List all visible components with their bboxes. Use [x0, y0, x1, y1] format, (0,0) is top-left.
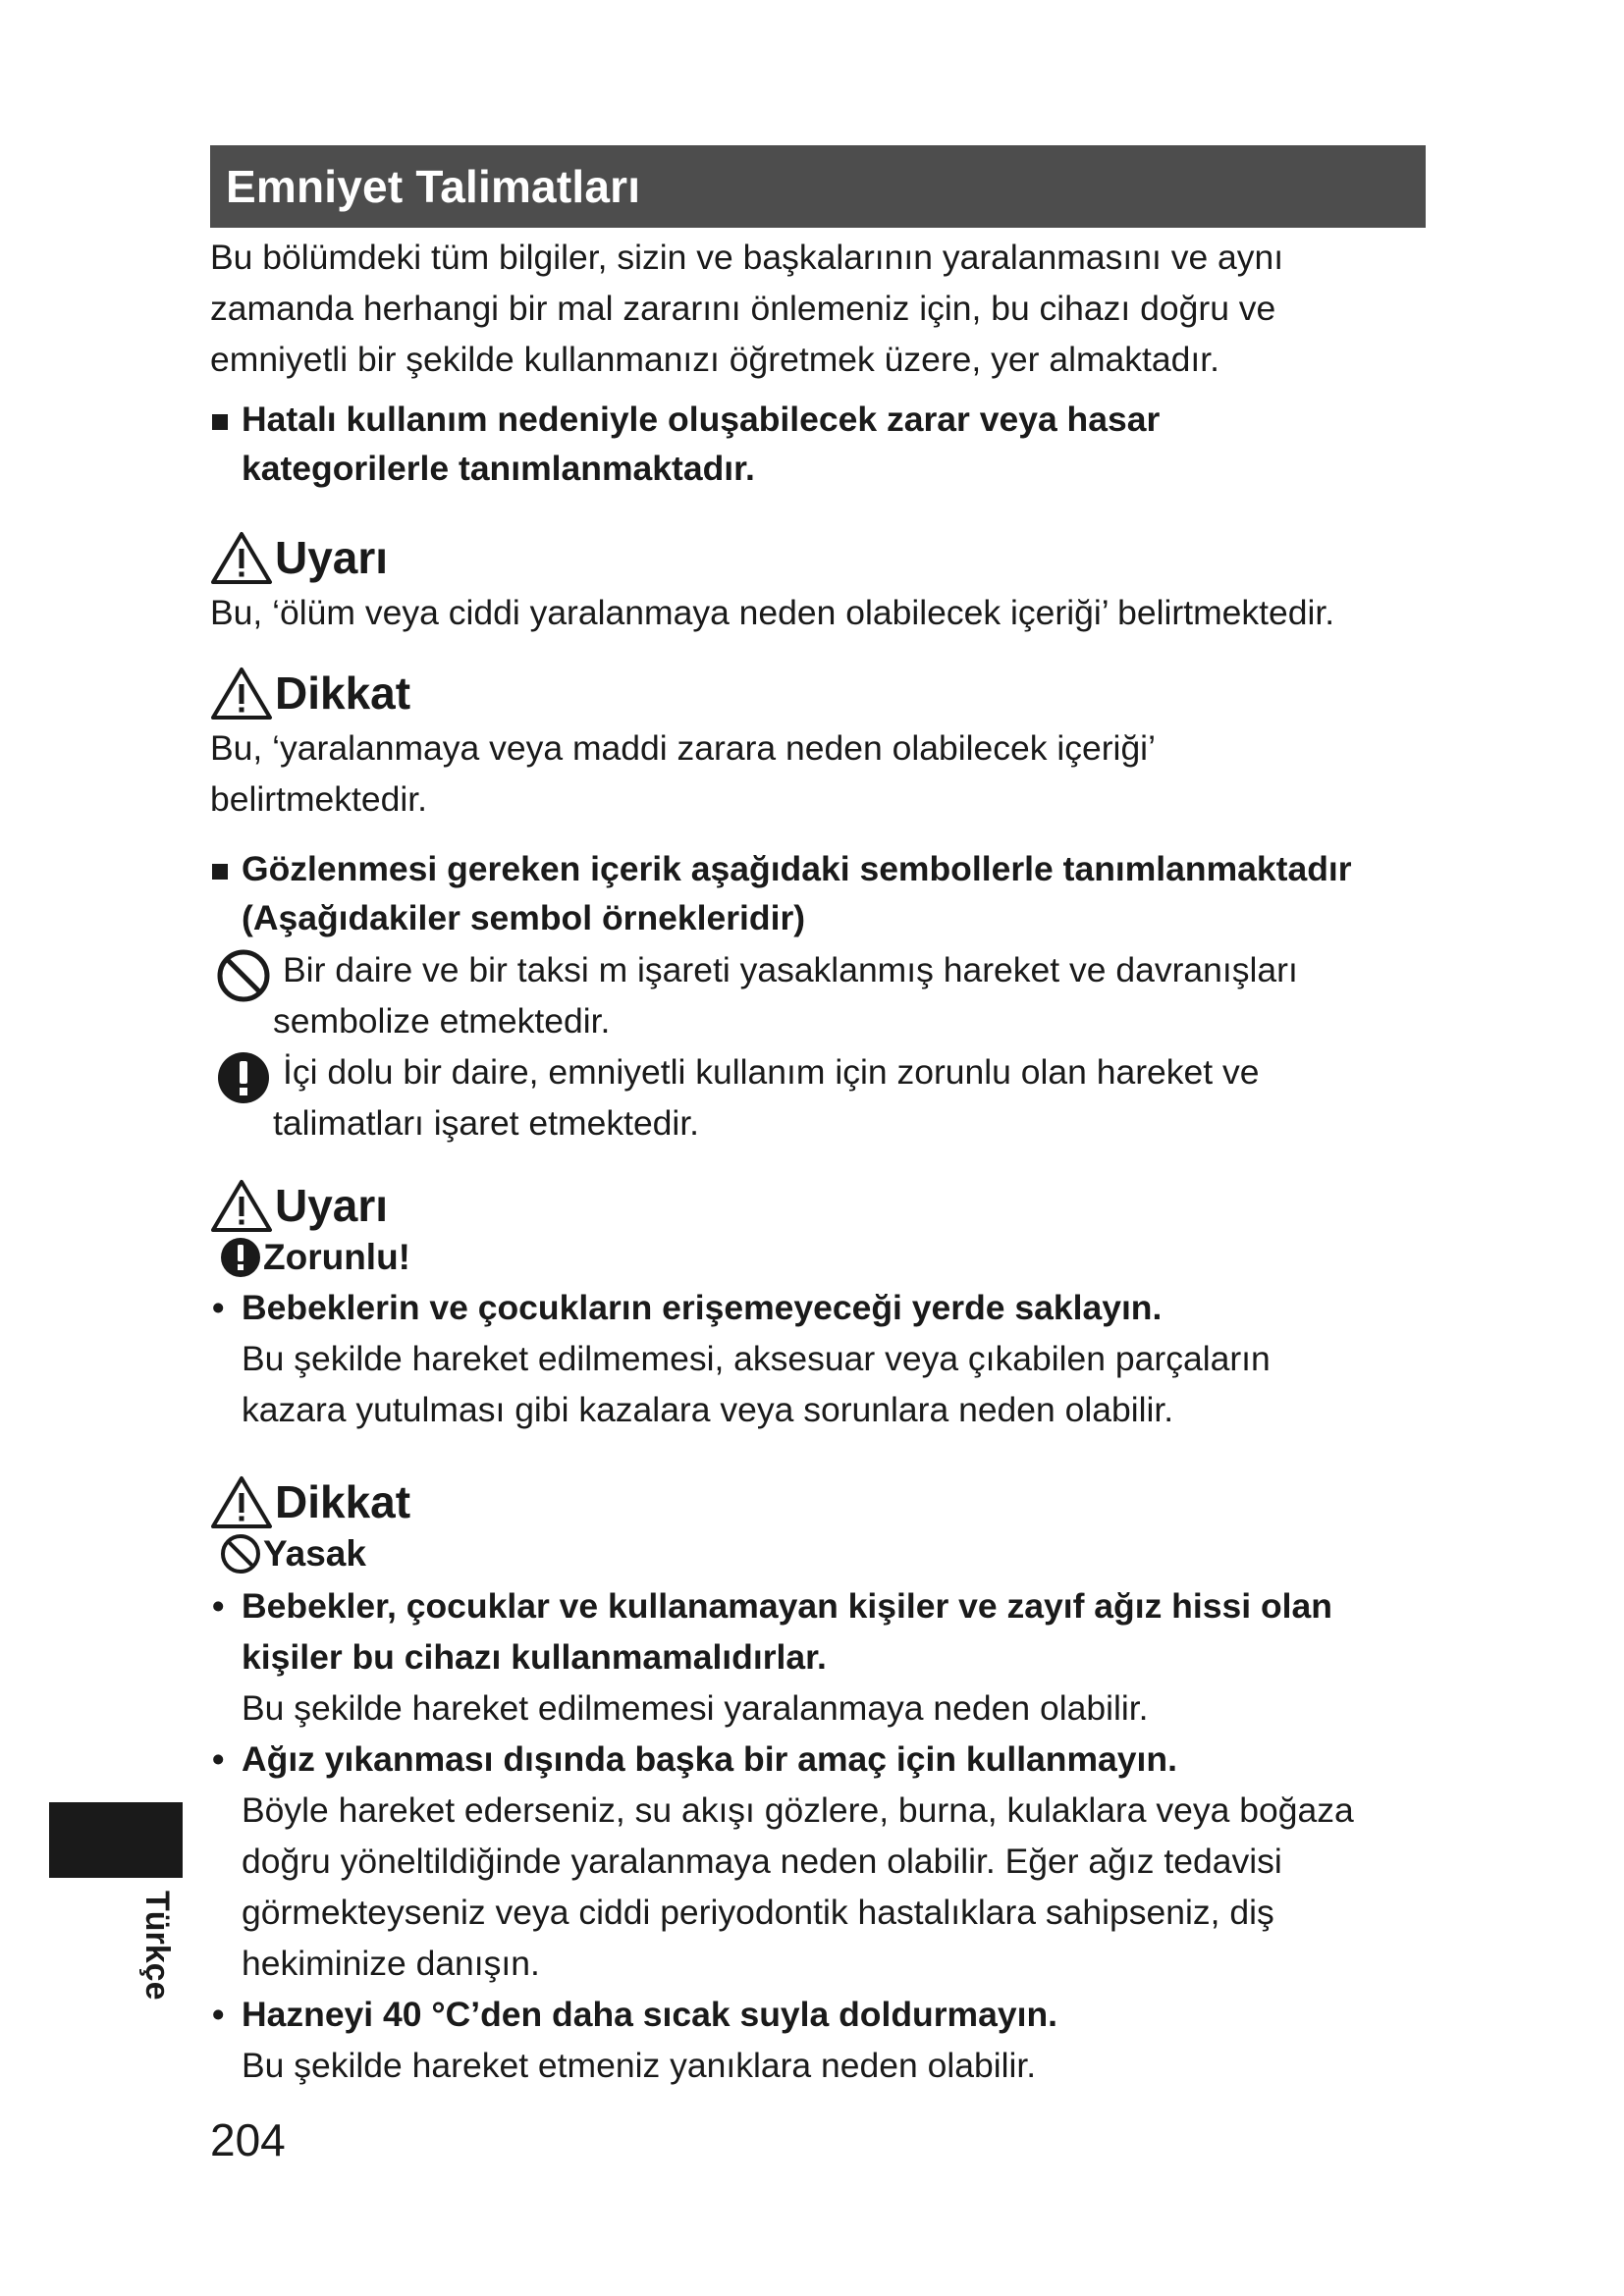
warning-description: Bu, ‘ölüm veya ciddi yaralanmaya neden olabilecek içeriği’ belirtmektedir.	[210, 593, 1335, 632]
symbols-note-line: (Aşağıdakiler sembol örnekleridir)	[242, 898, 806, 937]
caution-item-line: görmekteyseniz veya ciddi periyodontik hastalıklara sahipseniz, diş	[242, 1893, 1274, 1932]
caution-section-heading	[210, 1472, 1428, 1531]
caution-title: Dikkat	[275, 667, 411, 719]
intro-line: zamanda herhangi bir mal zararını önlemeniz için, bu cihazı doğru ve	[210, 289, 1276, 328]
prohibited-line: Bir daire ve bir taksi m işareti yasaklanmış hareket ve davranışları	[283, 950, 1298, 989]
caution-item	[210, 1580, 1428, 1734]
bullet-marker: •	[212, 1995, 225, 2034]
bullet-marker: •	[212, 1288, 225, 1327]
caution-item-line: Böyle hareket ederseniz, su akışı gözlere, burna, kulaklara veya boğaza	[242, 1790, 1354, 1830]
warning-definition	[210, 528, 1428, 638]
categories-note-line: Hatalı kullanım nedeniyle oluşabilecek zarar veya hasar	[242, 400, 1161, 439]
square-bullet-icon	[212, 414, 228, 430]
caution-section	[210, 1472, 1428, 2091]
language-label: Türkçe	[138, 1891, 176, 2001]
warning-triangle-icon	[210, 530, 273, 585]
page-number: 204	[210, 2114, 286, 2165]
caution-item-line: hekiminize danışın.	[242, 1944, 540, 1983]
warning-item-title: Bebeklerin ve çocukların erişemeyeceği yerde saklayın.	[242, 1288, 1163, 1327]
categories-note-line: kategorilerle tanımlanmaktadır.	[242, 449, 755, 488]
warning-section	[210, 1176, 1428, 1435]
categories-note	[210, 395, 1459, 493]
caution-triangle-icon	[210, 666, 273, 721]
mandatory-icon	[216, 1050, 271, 1105]
caution-definition	[210, 664, 1428, 825]
prohibited-icon	[216, 948, 271, 1003]
mandatory-line: İçi dolu bir daire, emniyetli kullanım için zorunlu olan hareket ve	[283, 1052, 1260, 1092]
caution-heading	[210, 664, 1428, 722]
prohibited-label: Yasak	[263, 1533, 366, 1574]
mandatory-label: Zorunlu!	[263, 1237, 411, 1277]
bullet-marker: •	[212, 1739, 225, 1779]
prohibited-subheading	[220, 1531, 1428, 1576]
warning-item-line: Bu şekilde hareket edilmemesi, aksesuar veya çıkabilen parçaların	[242, 1339, 1271, 1378]
caution-description-line: Bu, ‘yaralanmaya veya maddi zarara neden olabilecek içeriği’	[210, 728, 1156, 768]
warning-section-title: Uyarı	[275, 1180, 389, 1231]
caution-item-line: Bu şekilde hareket etmeniz yanıklara neden olabilir.	[242, 2046, 1037, 2085]
square-bullet-icon	[212, 864, 228, 880]
language-tab-marker	[49, 1802, 183, 1878]
mandatory-symbol-explanation	[210, 1046, 1428, 1148]
mandatory-line: talimatları işaret etmektedir.	[273, 1103, 700, 1143]
caution-item-line: doğru yöneltildiğinde yaralanmaya neden olabilir. Eğer ağız tedavisi	[242, 1842, 1282, 1881]
caution-item-title-line: Hazneyi 40 °C’den daha sıcak suyla doldurmayın.	[242, 1995, 1057, 2034]
warning-item-line: kazara yutulması gibi kazalara veya sorunlara neden olabilir.	[242, 1390, 1174, 1429]
symbols-note-line: Gözlenmesi gereken içerik aşağıdaki sembollerle tanımlanmaktadır	[242, 849, 1352, 888]
section-title: Emniyet Talimatları	[226, 161, 641, 212]
caution-item-title-line: kişiler bu cihazı kullanmamalıdırlar.	[242, 1637, 827, 1677]
prohibited-line: sembolize etmektedir.	[273, 1001, 611, 1041]
warning-section-heading	[210, 1176, 1428, 1235]
intro-line: Bu bölümdeki tüm bilgiler, sizin ve başkalarının yaralanmasını ve aynı	[210, 238, 1284, 277]
warning-heading	[210, 528, 1428, 587]
caution-item	[210, 1734, 1428, 1989]
caution-item-title-line: Bebekler, çocuklar ve kullanamayan kişiler ve zayıf ağız hissi olan	[242, 1586, 1332, 1626]
caution-triangle-icon	[210, 1474, 273, 1529]
symbols-note-heading	[210, 844, 1428, 942]
bullet-marker: •	[212, 1586, 225, 1626]
warning-triangle-icon	[210, 1178, 273, 1233]
mandatory-subheading	[220, 1235, 1428, 1280]
caution-item-line: Bu şekilde hareket edilmemesi yaralanmaya neden olabilir.	[242, 1688, 1149, 1728]
section-header	[210, 145, 1426, 228]
caution-item	[210, 1989, 1428, 2091]
intro-paragraph	[210, 232, 1428, 385]
warning-item	[210, 1282, 1428, 1435]
caution-section-title: Dikkat	[275, 1476, 411, 1527]
caution-description-line: belirtmektedir.	[210, 779, 427, 819]
symbols-note	[210, 844, 1428, 1148]
prohibited-icon	[220, 1533, 261, 1575]
intro-line: emniyetli bir şekilde kullanmanızı öğretmek üzere, yer almaktadır.	[210, 340, 1219, 379]
caution-item-title-line: Ağız yıkanması dışında başka bir amaç için kullanmayın.	[242, 1739, 1177, 1779]
mandatory-icon	[220, 1237, 261, 1278]
warning-title: Uyarı	[275, 532, 389, 583]
prohibited-symbol-explanation	[210, 944, 1428, 1046]
